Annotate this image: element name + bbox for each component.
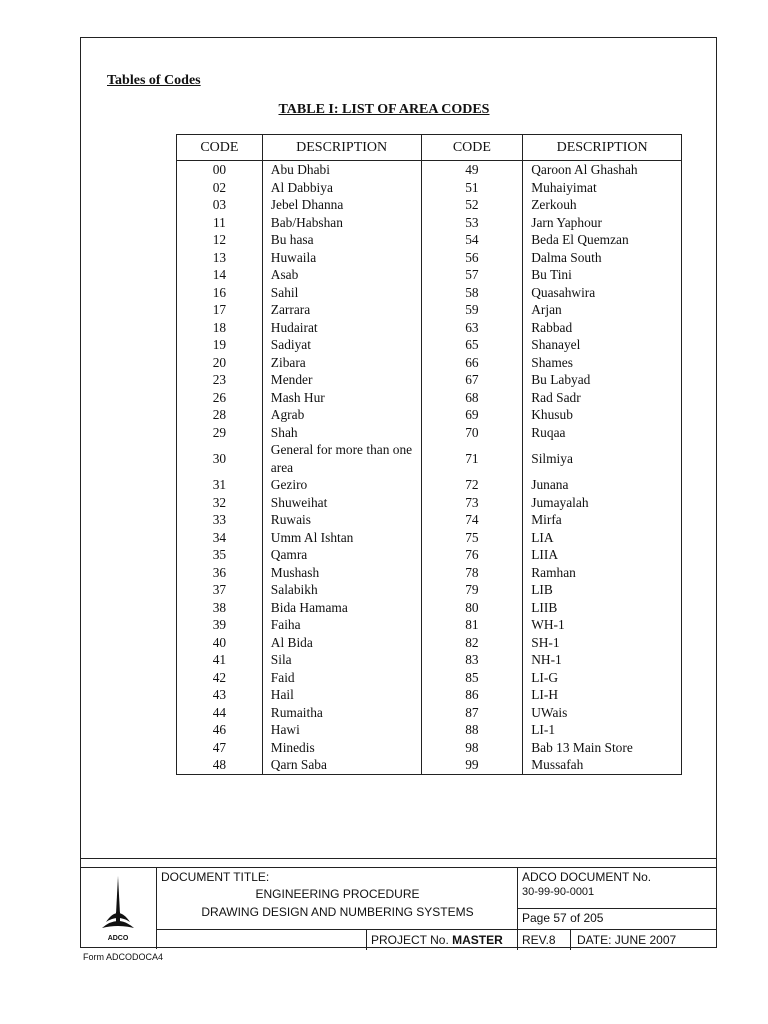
area-code-left: 44 xyxy=(177,704,263,722)
page-number xyxy=(522,911,603,925)
area-code-right: 86 xyxy=(421,686,523,704)
area-code-left: 20 xyxy=(177,354,263,372)
table-row xyxy=(177,756,682,774)
table-row xyxy=(177,564,682,582)
project-value: MASTER xyxy=(452,933,503,947)
area-description-right: Khusub xyxy=(523,406,682,424)
area-description-right: Mirfa xyxy=(523,511,682,529)
area-code-left: 16 xyxy=(177,284,263,302)
area-code-left: 32 xyxy=(177,494,263,512)
table-row xyxy=(177,231,682,249)
area-description-right: Shanayel xyxy=(523,336,682,354)
area-code-right: 71 xyxy=(421,441,523,476)
area-code-right: 57 xyxy=(421,266,523,284)
area-code-right: 63 xyxy=(421,319,523,337)
table-row xyxy=(177,616,682,634)
table-row xyxy=(177,161,682,179)
table-row xyxy=(177,546,682,564)
table-row xyxy=(177,494,682,512)
area-code-right: 78 xyxy=(421,564,523,582)
area-code-right: 79 xyxy=(421,581,523,599)
area-code-left: 33 xyxy=(177,511,263,529)
area-description-right: UWais xyxy=(523,704,682,722)
area-code-left: 18 xyxy=(177,319,263,337)
revision: REV.8 xyxy=(522,933,556,947)
area-code-left: 11 xyxy=(177,214,263,232)
area-code-right: 69 xyxy=(421,406,523,424)
table-row xyxy=(177,196,682,214)
area-description-right: Rabbad xyxy=(523,319,682,337)
area-description-right: Qaroon Al Ghashah xyxy=(523,161,682,179)
table-row xyxy=(177,406,682,424)
area-code-left: 29 xyxy=(177,424,263,442)
header-description-1: DESCRIPTION xyxy=(262,135,421,161)
table-row xyxy=(177,179,682,197)
area-description-left: Umm Al Ishtan xyxy=(262,529,421,547)
table-row xyxy=(177,721,682,739)
footer-bottom-row xyxy=(157,929,717,949)
area-code-right: 76 xyxy=(421,546,523,564)
area-code-right: 58 xyxy=(421,284,523,302)
area-description-left: Bu hasa xyxy=(262,231,421,249)
area-description-left: Sadiyat xyxy=(262,336,421,354)
area-description-left: Hawi xyxy=(262,721,421,739)
area-description-left: Agrab xyxy=(262,406,421,424)
area-description-right: Jumayalah xyxy=(523,494,682,512)
area-description-right: Quasahwira xyxy=(523,284,682,302)
area-code-left: 03 xyxy=(177,196,263,214)
area-description-right: Dalma South xyxy=(523,249,682,267)
table-row xyxy=(177,424,682,442)
area-code-left: 14 xyxy=(177,266,263,284)
area-description-left: Bida Hamama xyxy=(262,599,421,617)
table-row xyxy=(177,354,682,372)
area-description-left: Minedis xyxy=(262,739,421,757)
table-row xyxy=(177,529,682,547)
area-code-left: 02 xyxy=(177,179,263,197)
area-code-left: 34 xyxy=(177,529,263,547)
area-description-right: Bu Tini xyxy=(523,266,682,284)
area-code-right: 80 xyxy=(421,599,523,617)
area-description-left: Asab xyxy=(262,266,421,284)
area-code-right: 73 xyxy=(421,494,523,512)
table-row xyxy=(177,511,682,529)
area-code-right: 88 xyxy=(421,721,523,739)
area-description-right: LI-1 xyxy=(523,721,682,739)
document-title-label: DOCUMENT TITLE: xyxy=(161,870,270,884)
area-description-left: Sahil xyxy=(262,284,421,302)
area-code-left: 36 xyxy=(177,564,263,582)
table-row xyxy=(177,704,682,722)
table-row xyxy=(177,634,682,652)
page-of: of xyxy=(570,911,581,925)
area-code-left: 28 xyxy=(177,406,263,424)
table-row xyxy=(177,686,682,704)
area-code-right: 68 xyxy=(421,389,523,407)
area-description-right: Shames xyxy=(523,354,682,372)
table-row xyxy=(177,651,682,669)
area-description-left: Al Bida xyxy=(262,634,421,652)
area-code-left: 39 xyxy=(177,616,263,634)
section-title: Tables of Codes xyxy=(107,73,201,88)
area-code-left: 48 xyxy=(177,756,263,774)
area-description-left: Mash Hur xyxy=(262,389,421,407)
area-description-left: Shuweihat xyxy=(262,494,421,512)
table-row xyxy=(177,441,682,476)
area-code-right: 56 xyxy=(421,249,523,267)
area-description-left: General for more than one area xyxy=(262,441,421,476)
form-code: Form ADCODOCA4 xyxy=(83,952,164,962)
area-code-right: 59 xyxy=(421,301,523,319)
table-row xyxy=(177,214,682,232)
area-description-right: Mussafah xyxy=(523,756,682,774)
area-code-right: 70 xyxy=(421,424,523,442)
area-code-right: 75 xyxy=(421,529,523,547)
area-description-right: Bab 13 Main Store xyxy=(523,739,682,757)
area-code-left: 30 xyxy=(177,441,263,476)
table-row xyxy=(177,581,682,599)
area-description-left: Shah xyxy=(262,424,421,442)
area-code-left: 00 xyxy=(177,161,263,179)
area-code-right: 66 xyxy=(421,354,523,372)
area-description-left: Sila xyxy=(262,651,421,669)
area-description-left: Jebel Dhanna xyxy=(262,196,421,214)
area-description-left: Qarn Saba xyxy=(262,756,421,774)
area-description-left: Bab/Habshan xyxy=(262,214,421,232)
area-description-right: LIIB xyxy=(523,599,682,617)
area-description-left: Mushash xyxy=(262,564,421,582)
area-description-left: Faid xyxy=(262,669,421,687)
svg-text:ADCO: ADCO xyxy=(107,935,129,942)
area-description-right: LI-H xyxy=(523,686,682,704)
table-row xyxy=(177,284,682,302)
document-title-line2: DRAWING DESIGN AND NUMBERING SYSTEMS xyxy=(201,905,474,919)
area-codes-table xyxy=(176,134,682,775)
area-description-left: Zarrara xyxy=(262,301,421,319)
header-description-2: DESCRIPTION xyxy=(523,135,682,161)
area-code-left: 46 xyxy=(177,721,263,739)
area-description-right: Muhaiyimat xyxy=(523,179,682,197)
area-description-right: NH-1 xyxy=(523,651,682,669)
area-description-right: SH-1 xyxy=(523,634,682,652)
area-code-right: 98 xyxy=(421,739,523,757)
date-value: JUNE 2007 xyxy=(614,933,677,947)
area-description-left: Zibara xyxy=(262,354,421,372)
area-code-right: 67 xyxy=(421,371,523,389)
table-row xyxy=(177,301,682,319)
area-code-right: 72 xyxy=(421,476,523,494)
document-title-cell xyxy=(157,868,518,929)
revision-cell xyxy=(518,930,571,950)
area-description-left: Al Dabbiya xyxy=(262,179,421,197)
area-code-left: 42 xyxy=(177,669,263,687)
page-label: Page xyxy=(522,911,551,925)
area-code-right: 53 xyxy=(421,214,523,232)
area-description-right: LIIA xyxy=(523,546,682,564)
table-row xyxy=(177,249,682,267)
area-code-right: 49 xyxy=(421,161,523,179)
adco-logo xyxy=(80,868,157,949)
area-description-left: Hail xyxy=(262,686,421,704)
area-description-right: Ruqaa xyxy=(523,424,682,442)
area-code-left: 19 xyxy=(177,336,263,354)
area-description-right: Zerkouh xyxy=(523,196,682,214)
area-description-right: Jarn Yaphour xyxy=(523,214,682,232)
area-description-left: Faiha xyxy=(262,616,421,634)
area-code-right: 81 xyxy=(421,616,523,634)
table-header-row xyxy=(177,135,682,161)
area-description-right: Beda El Quemzan xyxy=(523,231,682,249)
area-description-right: LIB xyxy=(523,581,682,599)
area-code-left: 38 xyxy=(177,599,263,617)
area-code-left: 35 xyxy=(177,546,263,564)
area-code-right: 52 xyxy=(421,196,523,214)
footer-separator xyxy=(80,858,717,859)
area-code-right: 51 xyxy=(421,179,523,197)
project-label: PROJECT No. xyxy=(371,933,449,947)
table-row xyxy=(177,389,682,407)
area-code-right: 65 xyxy=(421,336,523,354)
header-code-2: CODE xyxy=(421,135,523,161)
table-body xyxy=(177,161,682,775)
area-code-left: 26 xyxy=(177,389,263,407)
table-row xyxy=(177,599,682,617)
document-number-label: ADCO DOCUMENT No. xyxy=(522,870,652,884)
area-code-left: 43 xyxy=(177,686,263,704)
area-code-left: 13 xyxy=(177,249,263,267)
area-description-left: Hudairat xyxy=(262,319,421,337)
area-description-right: Ramhan xyxy=(523,564,682,582)
area-code-right: 74 xyxy=(421,511,523,529)
area-description-right: Rad Sadr xyxy=(523,389,682,407)
area-description-left: Abu Dhabi xyxy=(262,161,421,179)
page-total: 205 xyxy=(583,911,604,925)
page-current: 57 xyxy=(553,911,567,925)
area-code-left: 47 xyxy=(177,739,263,757)
area-description-left: Salabikh xyxy=(262,581,421,599)
project-number xyxy=(371,933,503,947)
header-code-1: CODE xyxy=(177,135,263,161)
document-number: 30-99-90-0001 xyxy=(522,886,595,898)
area-description-left: Ruwais xyxy=(262,511,421,529)
company-logo-icon xyxy=(94,874,142,942)
area-code-left: 17 xyxy=(177,301,263,319)
document-date xyxy=(577,933,676,947)
page-number-cell xyxy=(518,908,717,929)
document-title-line1: ENGINEERING PROCEDURE xyxy=(255,887,420,901)
area-code-right: 83 xyxy=(421,651,523,669)
area-code-left: 41 xyxy=(177,651,263,669)
project-number-cell xyxy=(366,930,518,950)
date-label: DATE: xyxy=(577,933,612,947)
table-row xyxy=(177,266,682,284)
table-row xyxy=(177,476,682,494)
area-code-right: 85 xyxy=(421,669,523,687)
area-description-left: Rumaitha xyxy=(262,704,421,722)
table-title: TABLE I: LIST OF AREA CODES xyxy=(278,102,490,117)
area-code-right: 87 xyxy=(421,704,523,722)
area-description-right: Silmiya xyxy=(523,441,682,476)
table-row xyxy=(177,669,682,687)
area-code-left: 37 xyxy=(177,581,263,599)
area-description-left: Huwaila xyxy=(262,249,421,267)
area-description-right: Junana xyxy=(523,476,682,494)
area-code-right: 54 xyxy=(421,231,523,249)
area-description-right: LIA xyxy=(523,529,682,547)
area-description-right: LI-G xyxy=(523,669,682,687)
area-code-right: 99 xyxy=(421,756,523,774)
area-code-left: 31 xyxy=(177,476,263,494)
area-code-left: 12 xyxy=(177,231,263,249)
table-row xyxy=(177,336,682,354)
document-footer xyxy=(80,867,717,948)
table-row xyxy=(177,371,682,389)
area-description-right: WH-1 xyxy=(523,616,682,634)
area-code-right: 82 xyxy=(421,634,523,652)
document-number-cell xyxy=(518,868,717,908)
area-description-right: Arjan xyxy=(523,301,682,319)
table-row xyxy=(177,739,682,757)
area-description-left: Geziro xyxy=(262,476,421,494)
area-description-right: Bu Labyad xyxy=(523,371,682,389)
area-code-left: 23 xyxy=(177,371,263,389)
table-row xyxy=(177,319,682,337)
area-description-left: Mender xyxy=(262,371,421,389)
area-description-left: Qamra xyxy=(262,546,421,564)
area-code-left: 40 xyxy=(177,634,263,652)
